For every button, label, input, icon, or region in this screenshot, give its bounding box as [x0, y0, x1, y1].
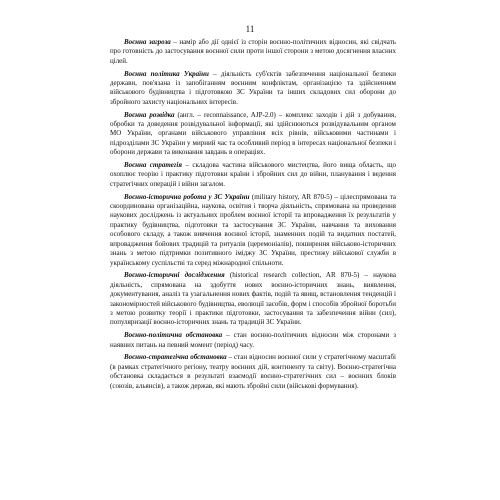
page-number: 11	[245, 24, 255, 34]
entry-definition: – стан воєнно-політичних відносин між сторонами з наявних питань на певний момент (період) часу.	[110, 331, 397, 349]
entry-term: Воєнно-історичні дослідження	[124, 271, 225, 280]
glossary-entry	[110, 38, 396, 66]
entry-term: Воєнно-стратегічна обстановка	[124, 353, 227, 362]
entry-definition: (англ. – reconnaissance, AJP-2.0) – комплекс заходів і дій з добування, обробки та доведення розвідувальної інформації, які здійснюються розвідувальним органом МО України, органами військового управління всіх рівнів, військовими частинами і підрозділами ЗС України у мирний час та особливий період в інтересах національної безпеки і оборони держави та виконання завдань в операціях.	[110, 110, 396, 157]
entry-term: Воєнна політика України	[124, 69, 209, 78]
entry-definition: – намір або дії однієї із сторін воєнно-політичних відносин, які свідчать про готовність до застосування воєнної сили проти іншої сторони з метою досягнення власних цілей.	[110, 38, 396, 65]
glossary-entry	[110, 271, 396, 327]
entry-definition: – діяльність суб'єктів забезпечення національної безпеки держави, пов'язана із запобіганням воєнним конфліктам, організацією та здійсненням військового будівництва і підготовкою ЗС України та інших складових сил оборони до збройного захисту національних інтересів.	[110, 69, 396, 106]
entry-definition: – складова частина військового мистецтва, його вища область, що охоплює теорію і практику підготовки країни і збройних сил до війни, планування і ведення стратегічних операцій і війни загалом.	[110, 161, 396, 188]
entry-term: Воєнно-історична робота у ЗС України	[124, 192, 250, 201]
glossary-entry	[110, 70, 396, 108]
entry-term: Воєнна загроза	[124, 38, 171, 46]
glossary-entry	[110, 193, 396, 268]
glossary-entry	[110, 111, 396, 158]
entry-term: Воєнна розвідка	[124, 110, 175, 119]
glossary-body	[110, 38, 396, 394]
glossary-entry	[110, 331, 396, 350]
entry-definition: (military history, AR 870-5) – цілеспрямована та скоординована організаційна, наукова, освітня і творча діяльність, спрямована на проведення наукових досліджень із актуальних проблем воєнної історії та впровадження їх результатів у практику будівництва, підготовки та застосування ЗС України, навчання та виховання особового складу, а також вивчення воєнної історії, знаменних подій та видатних постатей, впровадження бойових традицій та ритуалів (церемоніалів), поширення військово-історичних знань з метою підтримки позитивного іміджу ЗС України, престижу військової служби в українському суспільстві та серед міжнародної спільноти.	[110, 192, 396, 267]
glossary-entry	[110, 161, 396, 189]
entry-definition: (historical research collection, AR 870-5) – наукова діяльність, спрямована на здобуття нових воєнно-історичних знань, виявлення, документування, аналіз та узагальнення нових фактів, подій та явищ, встановлення тенденцій і закономірностей військового будівництва, еволюції засобів, форм і способів збройної боротьби з метою розвитку теорії і практики підготовки, застосування та забезпечення війни (сил), популяризації воєнно-історичних знань та традицій ЗС України.	[110, 271, 396, 327]
entry-definition: – стан відносин воєнної сили у стратегічному масштабі (в рамках стратегічного регіону, театру воєнних дій, континенту та світу). Воєнно-стратегічна обстановка складається в результаті взаємодії воєнно-стратегічних сил – воєнних блоків (союзів, альянсів), а також держав, які мають збройні сили (військові формування).	[110, 353, 396, 390]
glossary-entry	[110, 353, 396, 391]
entry-term: Воєнно-політична обстановка	[124, 331, 223, 340]
entry-term: Воєнна стратегія	[124, 161, 182, 170]
